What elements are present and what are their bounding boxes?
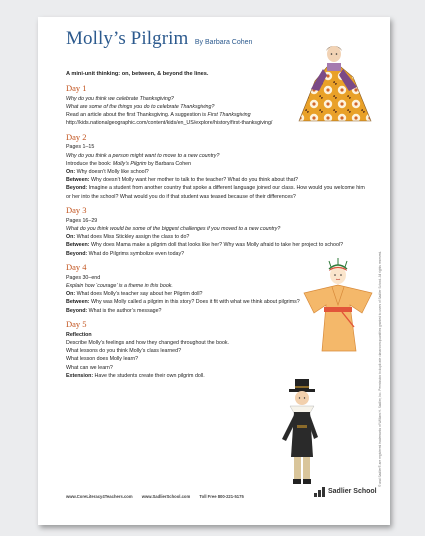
line-text: Read an article about the first Thanksgiving. A suggestion is [66,111,208,118]
mama-doll-illustration [293,41,377,127]
day-section-3 [66,206,366,258]
line-text: Explain how ‘courage’ is a theme in this book. [66,282,173,289]
prompt-label: On: [66,234,76,241]
line-text: Imagine a student from another country that spoke a different language joined our class. How would you welcome him or her into the school? What would you do if that student was teased because of their differences? [66,185,365,200]
line-text: Why does Mama make a pilgrim doll that looks like her? Why was Molly afraid to take her project to school? [89,242,344,249]
prompt-label: On: [66,168,76,175]
brand-name: Sadlier School [328,488,377,495]
day-line [66,241,366,249]
day-heading: Day 5 [66,319,87,330]
line-text: Why doesn’t Molly want her mother to talk to the teacher? What do you think about that? [89,177,299,184]
day-line [66,176,366,184]
day-heading: Day 3 [66,205,87,216]
day-line [66,233,366,241]
line-text: Why was Molly called a pilgrim in this story? Does it fit with what we think about pilgrims? [89,299,300,306]
tagline: A mini-unit thinking: on, between, & beyond the lines. [66,71,209,77]
footer-site-sadlier[interactable]: www.SadlierSchool.com [141,494,191,499]
line-text: What do Pilgrims symbolize even today? [87,250,185,257]
line-text: What are some of the things you do to celebrate Thanksgiving? [66,103,215,110]
line-text: What can we learn? [66,364,113,371]
day-heading: Day 4 [66,262,87,273]
day-line [66,355,366,363]
day-section-2 [66,133,366,201]
line-text: What does Miss Stickley assign the class to do? [75,234,190,241]
footer-phone: Toll Free 800-221-5175 [199,494,244,499]
title-emphasis: Molly’s Pilgrim [112,160,147,167]
day-line [66,143,366,151]
line-text: What do you think would be some of the biggest challenges if you moved to a new country? [66,225,281,232]
sadlier-brand [314,486,377,497]
day-line [66,160,366,168]
footer-site-coreliteracy[interactable]: www.CoreLiteracy4Teachers.com [66,494,133,499]
line-text: Pages 1–15 [66,144,95,151]
line-text: What lessons do you think Molly’s class learned? [66,348,182,355]
day-heading: Day 2 [66,131,87,142]
prompt-label: Beyond: [66,250,88,257]
page-title: Molly’s Pilgrim [66,28,189,49]
prompt-label: Between: [66,242,90,249]
title-emphasis: First Thanksgiving [207,111,251,118]
title-row [66,28,252,50]
pilgrim-doll-illustration [276,379,326,489]
line-text: Pages 30–end [66,274,101,281]
line-text: Reflection [66,331,92,338]
line-text: What is the author’s message? [87,307,162,314]
line-text: What does Molly’s teacher say about her Pilgrim doll? [75,291,203,298]
prompt-label: Extension: [66,372,94,379]
sadlier-logo-icon [314,486,325,497]
copyright-vertical-text: ® and Sadlier® are registered trademarks of William H. Sadlier, Inc. Permission to duplicate classroom quantities granted to users of Sadlier School. All rights reserved. [378,250,382,487]
line-text: What lesson does Molly learn? [66,356,139,363]
prompt-label: Beyond: [66,307,88,314]
line-text-after: by Barbara Cohen [146,160,192,167]
footer-links [66,494,252,499]
line-text: Why do you think a person might want to move to a new country? [66,152,220,159]
prompt-label: Between: [66,177,90,184]
line-text: Why doesn’t Molly like school? [75,168,149,175]
line-text: Pages 16–29 [66,217,98,224]
line-text[interactable]: http://kids.nationalgeographic.com/content/kids/en_US/explore/history/first-thanksgiving/ [66,120,273,127]
kimono-doll-illustration [298,255,378,355]
author-byline: By Barbara Cohen [194,39,253,46]
worksheet-page [38,17,390,525]
line-text: Describe Molly’s feelings and how they changed throughout the book. [66,339,230,346]
prompt-label: Between: [66,299,90,306]
day-heading: Day 1 [66,83,87,93]
prompt-label: Beyond: [66,185,88,192]
prompt-label: On: [66,291,76,298]
day-line [66,168,366,176]
day-line [66,225,366,233]
day-line [66,364,366,372]
day-line [66,217,366,225]
line-text: Why do you think we celebrate Thanksgiving? [66,95,174,102]
line-text: Have the students create their own pilgrim doll. [93,372,205,379]
line-text: Introduce the book: [66,160,113,167]
day-line [66,152,366,160]
day-line [66,184,366,200]
